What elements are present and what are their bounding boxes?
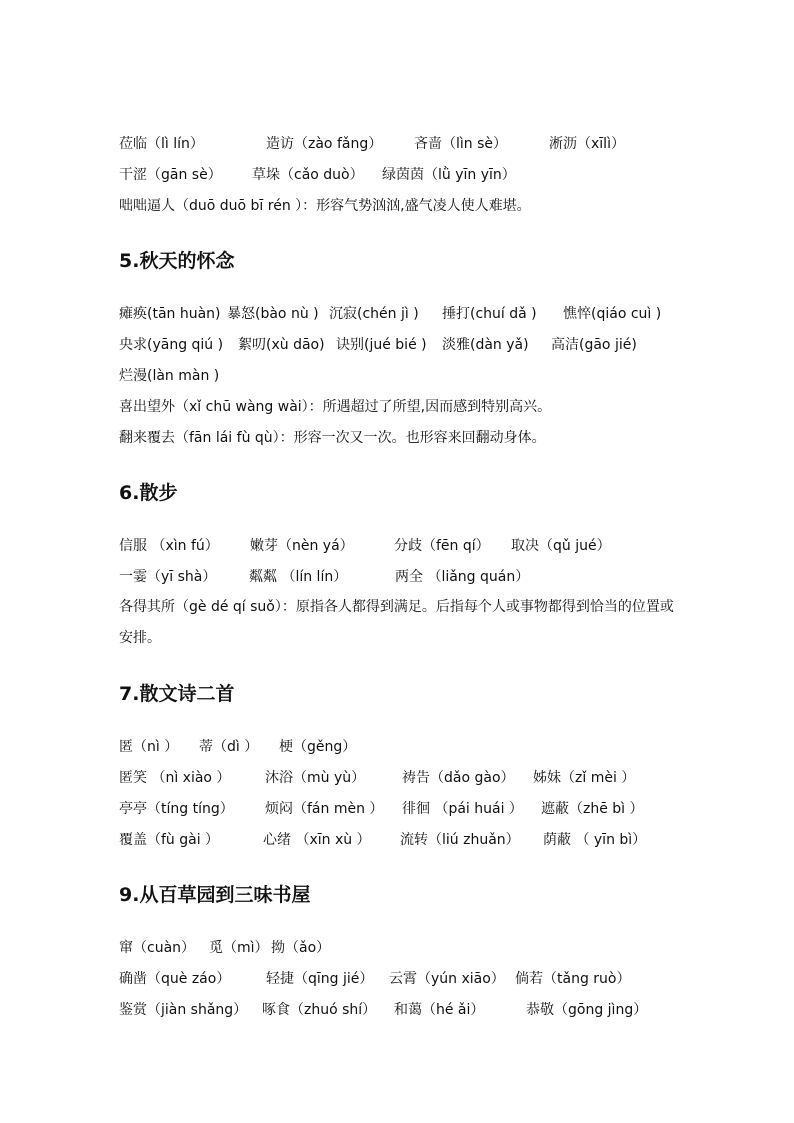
vocab-item: 高洁(gāo jié): [551, 337, 637, 353]
vocab-item: 鉴赏（jiàn shǎng）: [119, 1002, 248, 1018]
vocab-item: 蒂（dì ）: [199, 739, 259, 755]
idiom-definition: 咄咄逼人（duō duō bī rén ）：形容气势汹汹,盛气凌人使人难堪。: [119, 198, 531, 214]
section-title: 6.散步: [119, 482, 178, 504]
vocab-item: 亭亭（tíng tíng）: [119, 801, 234, 817]
vocab-item: 倘若（tǎng ruò）: [515, 971, 631, 987]
vocab-item: 沉寂(chén jì ): [329, 306, 419, 322]
vocab-item: 瘫痪(tān huàn): [119, 306, 221, 322]
vocab-row: [119, 367, 219, 385]
vocab-item: 匿笑 （nì xiào ）: [119, 770, 231, 786]
vocab-item: 云霄（yún xiāo）: [389, 971, 505, 987]
vocab-item: 确凿（què záo）: [119, 971, 231, 987]
vocab-item: 沐浴（mù yù）: [265, 770, 366, 786]
vocab-item: 徘徊 （pái huái ）: [402, 801, 523, 817]
section-title: 5.秋天的怀念: [119, 250, 235, 272]
vocab-item: 淡雅(dàn yǎ): [442, 337, 529, 353]
idiom-definition: 翻来覆去（fān lái fù qù）：形容一次又一次。也形容来回翻动身体。: [119, 430, 546, 446]
vocab-item: 嫩芽（nèn yá）: [250, 538, 354, 554]
section-title: 9.从百草园到三味书屋: [119, 884, 311, 906]
vocab-item: 匿（nì ）: [119, 739, 179, 755]
vocab-item: 觅（mì）: [209, 940, 269, 956]
vocab-item: 信服 （xìn fú）: [119, 538, 219, 554]
vocab-item: 流转（liú zhuǎn）: [400, 832, 520, 848]
vocab-item: 遮蔽（zhē bì ）: [541, 801, 644, 817]
vocab-item: 央求(yāng qiú ): [119, 337, 224, 353]
section-title: 7.散文诗二首: [119, 683, 235, 705]
vocab-item: 造访（zào fǎng）: [266, 136, 383, 152]
vocab-item: 憔悴(qiáo cuì ): [563, 306, 662, 322]
vocab-item: 覆盖（fù gài ）: [119, 832, 220, 848]
vocab-item: 啄食（zhuó shí）: [262, 1002, 377, 1018]
idiom-definition: 各得其所（gè dé qí suǒ）：原指各人都得到满足。后指每个人或事物都得到恰当的位置或安排。: [119, 599, 674, 646]
vocab-item: 絮叨(xù dāo): [238, 337, 325, 353]
vocab-item: 窜（cuàn）: [119, 940, 196, 956]
vocab-item: 烦闷（fán mèn ）: [265, 801, 384, 817]
vocab-item: 诀别(jué bié ): [336, 337, 427, 353]
vocab-item: 轻捷（qīng jié）: [266, 971, 374, 987]
idiom-definition: 喜出望外（xǐ chū wàng wài）：所遇超过了所望,因而感到特别高兴。: [119, 399, 552, 415]
vocab-item: 荫蔽 （ yīn bì）: [543, 832, 647, 848]
vocab-item: 姊妹（zǐ mèi ）: [533, 770, 636, 786]
vocab-item: 心绪 （xīn xù ）: [263, 832, 371, 848]
vocab-item: 取决（qǔ jué）: [511, 538, 611, 554]
vocab-item: 捶打(chuí dǎ ): [442, 306, 537, 322]
vocab-item: 莅临（lì lín）: [119, 136, 204, 152]
vocab-item: 绿茵茵（lǜ yīn yīn）: [382, 167, 516, 183]
vocab-item: 梗（gěng）: [279, 739, 357, 755]
vocab-item: 淅沥（xīlì）: [549, 136, 625, 152]
vocab-item: 粼粼 （lín lín）: [249, 569, 348, 585]
vocab-item: 吝啬（lìn sè）: [414, 136, 508, 152]
vocab-item: 一霎（yī shà）: [119, 569, 217, 585]
vocab-item: 干涩（gān sè）: [119, 167, 222, 183]
vocab-item: 拗（ǎo）: [271, 940, 331, 956]
vocab-item: 分歧（fēn qí）: [394, 538, 490, 554]
vocab-item: 烂漫(làn màn ): [119, 368, 220, 384]
vocab-item: 两全 （liǎng quán）: [395, 569, 530, 585]
vocab-item: 草垛（cǎo duò）: [252, 167, 364, 183]
vocab-item: 恭敬（gōng jìng）: [526, 1002, 648, 1018]
vocab-item: 暴怒(bào nù ): [227, 306, 319, 322]
vocab-item: 祷告（dǎo gào）: [402, 770, 515, 786]
vocab-item: 和蔼（hé ǎi）: [394, 1002, 485, 1018]
